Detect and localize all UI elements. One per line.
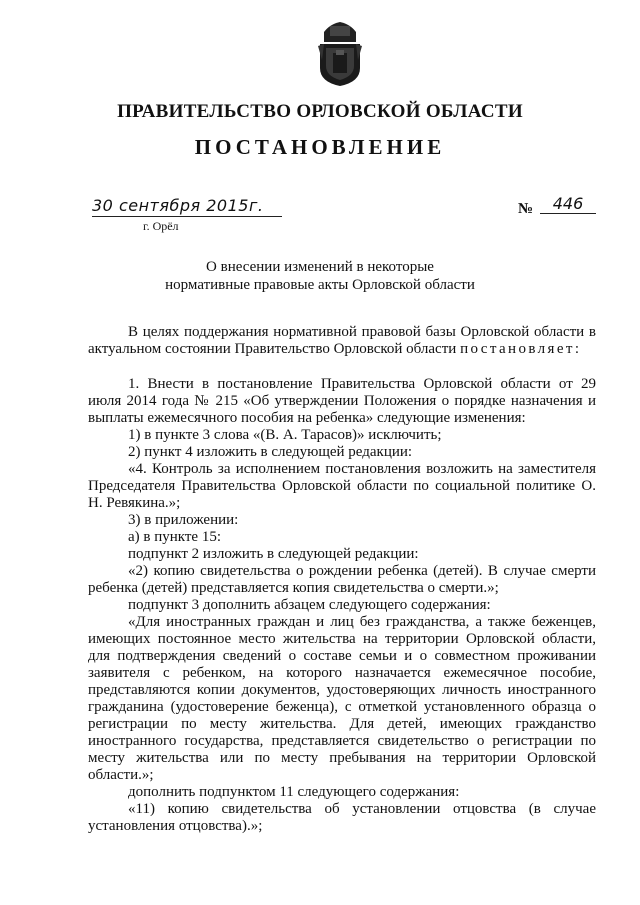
number-label: №: [518, 201, 534, 217]
preamble-verb: постановляет:: [460, 341, 582, 357]
item-1-2-quote: «4. Контроль за исполнением постановления возложить на заместителя Председателя Правительства Орловской области по социальной политике О. Н. Ревякина.»;: [88, 461, 596, 511]
subitem-3-quote: «Для иностранных граждан и лиц без гражданства, а также беженцев, имеющих постоянное место жительства на территории Орловской области, для подтверждения сведений о составе семьи и о совместном проживании заявителя с ребенком, на которого назначается ежемесячное пособие, представляются копии документов, удостоверяющих личность иностранного гражданина (удостоверение беженца), с отметкой установленного образца о регистрации по месту жительства. Для детей, имеющих гражданство иностранного государства, представляется свидетельство о регистрации по месту жительства или по месту пребывания на территории Орловской области.»;: [88, 614, 596, 783]
preamble-text: В целях поддержания нормативной правовой базы Орловской области в актуальном состоянии Правительство Орловской области: [88, 324, 596, 357]
subitem-3-intro: подпункт 3 дополнить абзацем следующего содержания:: [128, 597, 491, 613]
item-1-3: 3) в приложении:: [128, 512, 239, 528]
subject-line-1: О внесении изменений в некоторые: [206, 259, 434, 275]
city: г. Орёл: [143, 219, 179, 233]
subitem-11-quote: «11) копию свидетельства об установлении отцовства (в случае установления отцовства).»;: [88, 801, 596, 834]
item-1-2: 2) пункт 4 изложить в следующей редакции:: [128, 444, 413, 460]
subitem-11-intro: дополнить подпунктом 11 следующего содержания:: [128, 784, 460, 800]
document-date: 30 сентября 2015г.: [92, 196, 282, 217]
document-number: 446: [540, 194, 596, 214]
paragraph-1: 1. Внести в постановление Правительства Орловской области от 29 июля 2014 года № 215 «Об утверждении Положения о порядке назначения и выплаты ежемесячного пособия на ребенка» следующие изменения:: [88, 376, 596, 426]
subject-line-2: нормативные правовые акты Орловской области: [165, 277, 475, 293]
organization-name: ПРАВИТЕЛЬСТВО ОРЛОВСКОЙ ОБЛАСТИ: [117, 101, 523, 122]
subitem-2-quote: «2) копию свидетельства о рождении ребенка (детей). В случае смерти ребенка (детей) представляется копия свидетельства о смерти.»;: [88, 563, 596, 596]
item-1-3-a: а) в пункте 15:: [128, 529, 222, 545]
subitem-2-intro: подпункт 2 изложить в следующей редакции:: [128, 546, 419, 562]
document-subject: [0, 258, 640, 294]
preamble: [88, 324, 596, 358]
coat-of-arms-emblem: [316, 20, 364, 88]
document-body: [88, 324, 596, 835]
document-type: ПОСТАНОВЛЕНИЕ: [194, 135, 446, 159]
item-1-1: 1) в пункте 3 слова «(В. А. Тарасов)» исключить;: [128, 427, 442, 443]
